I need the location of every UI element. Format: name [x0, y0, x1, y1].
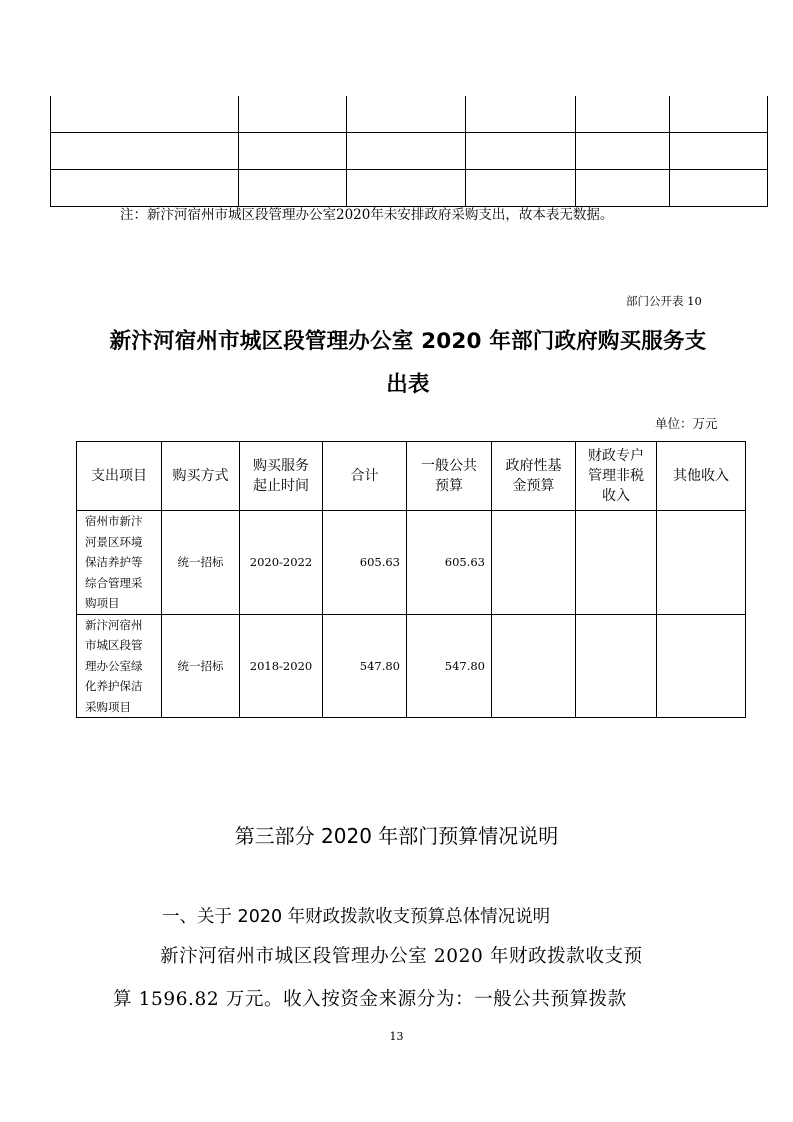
header-special-account-income: 财政专户 管理非税 收入 [576, 442, 657, 511]
empty-cell [670, 96, 768, 133]
empty-cell [670, 170, 768, 207]
empty-cell [576, 133, 670, 170]
header-gov-fund-budget: 政府性基 金预算 [492, 442, 576, 511]
title-line-2: 出表 [386, 372, 430, 397]
table-row [51, 133, 768, 170]
empty-cell [576, 170, 670, 207]
empty-cell [347, 133, 466, 170]
page-title [70, 320, 746, 406]
cell-service-period: 2020-2022 [240, 511, 323, 615]
header-other-income: 其他收入 [657, 442, 746, 511]
empty-cell [670, 133, 768, 170]
cell-other-income [657, 511, 746, 615]
empty-cell [576, 96, 670, 133]
table-note: 注：新汴河宿州市城区段管理办公室2020年未安排政府采购支出，故本表无数据。 [120, 207, 614, 223]
cell-total: 547.80 [323, 614, 407, 718]
empty-cell [51, 133, 239, 170]
empty-cell [239, 133, 347, 170]
table-row [77, 614, 746, 718]
cell-general-budget: 547.80 [407, 614, 492, 718]
cell-purchase-method: 统一招标 [162, 614, 240, 718]
header-service-period: 购买服务 起止时间 [240, 442, 323, 511]
table-row [51, 96, 768, 133]
procurement-services-table [76, 441, 746, 718]
title-line-1: 新汴河宿州市城区段管理办公室 2020 年部门政府购买服务支 [109, 329, 707, 354]
empty-cell [51, 170, 239, 207]
cell-other-income [657, 614, 746, 718]
header-general-budget: 一般公共 预算 [407, 442, 492, 511]
sub-heading: 一、关于 2020 年财政拨款收支预算总体情况说明 [162, 907, 551, 927]
header-total: 合计 [323, 442, 407, 511]
cell-special-account-income [576, 614, 657, 718]
empty-cell [239, 96, 347, 133]
cell-special-account-income [576, 511, 657, 615]
page-number: 13 [389, 1030, 404, 1043]
paragraph-line-1: 新汴河宿州市城区段管理办公室 2020 年财政拨款收支预 [160, 946, 643, 967]
section-title: 第三部分 2020 年部门预算情况说明 [234, 824, 559, 848]
cell-expense-item: 宿州市新汴 河景区环境 保洁养护等 综合管理采 购项目 [77, 511, 162, 615]
cell-gov-fund-budget [492, 511, 576, 615]
header-row [77, 442, 746, 511]
table-number-label: 部门公开表 10 [626, 294, 702, 308]
header-expense-item: 支出项目 [77, 442, 162, 511]
cell-total: 605.63 [323, 511, 407, 615]
empty-cell [239, 170, 347, 207]
empty-cell [51, 96, 239, 133]
empty-cell [347, 96, 466, 133]
empty-cell [466, 133, 576, 170]
table-row [51, 170, 768, 207]
empty-cell [347, 170, 466, 207]
unit-label: 单位：万元 [655, 416, 718, 431]
cell-service-period: 2018-2020 [240, 614, 323, 718]
header-purchase-method: 购买方式 [162, 442, 240, 511]
empty-cell [466, 96, 576, 133]
cell-expense-item: 新汴河宿州 市城区段管 理办公室绿 化养护保洁 采购项目 [77, 614, 162, 718]
table-row [77, 511, 746, 615]
cell-general-budget: 605.63 [407, 511, 492, 615]
previous-table-fragment [50, 96, 768, 207]
paragraph-line-2: 算 1596.82 万元。收入按资金来源分为：一般公共预算拨款 [113, 989, 627, 1010]
empty-cell [466, 170, 576, 207]
cell-purchase-method: 统一招标 [162, 511, 240, 615]
cell-gov-fund-budget [492, 614, 576, 718]
